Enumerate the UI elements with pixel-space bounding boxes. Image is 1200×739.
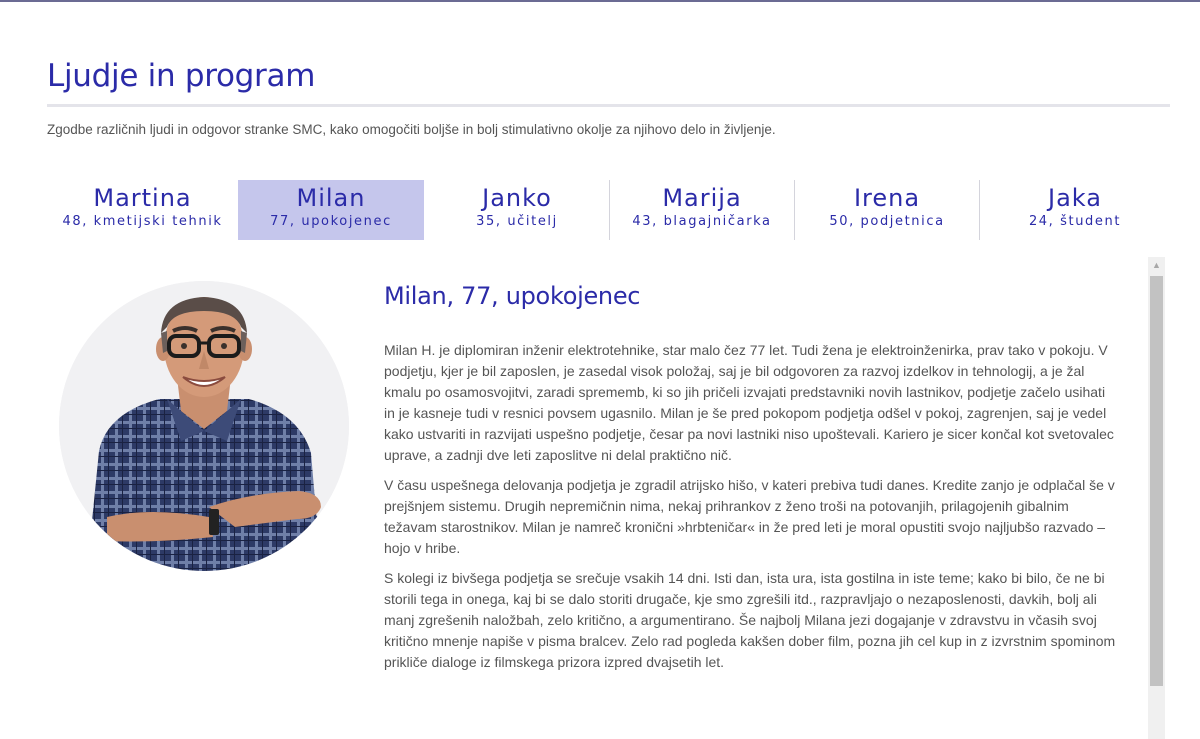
person-tabs (47, 180, 1170, 240)
scroll-up-arrow-icon[interactable]: ▲ (1152, 260, 1161, 270)
tab-marija[interactable] (610, 180, 794, 240)
title-divider (47, 104, 1170, 107)
profile-portrait (59, 281, 349, 571)
tab-subtitle: 24, študent (1028, 214, 1122, 229)
tab-subtitle: 48, kmetijski tehnik (62, 214, 223, 229)
tab-subtitle: 35, učitelj (476, 214, 558, 229)
story-paragraph: S kolegi iz bivšega podjetja se srečuje vsakih 14 dni. Isti dan, ista ura, ista gostilna in iste teme; kako bi bilo, če ne bi storili tega in onega, kaj bi se dalo storiti drugače, kje smo zgrešili itd., razpravljajo o nezaposlenosti, davkih, bolj ali manj zgrešenih naložbah, zelo kritično, a argumentirano. Še najbolj Milana jezi dogajanje v zdravstvu in včasih svoj kritično mnenje napiše v pisma bralcev. Zelo rad pogleda kakšen dober film, pozna jih cel kup in z izvrstnim spominom prikliče dialoge iz filmskega prizora izpred dvajsetih let. (384, 570, 1116, 670)
tab-name: Irena (853, 184, 921, 212)
tab-name: Jaka (1048, 184, 1102, 212)
tab-martina[interactable] (47, 180, 238, 240)
tab-subtitle: 77, upokojenec (270, 214, 392, 229)
profile-story (384, 340, 1119, 682)
profile-heading: Milan, 77, upokojenec (384, 282, 641, 310)
tab-subtitle: 50, podjetnica (829, 214, 945, 229)
portrait-illustration (59, 281, 349, 571)
tab-milan[interactable] (238, 180, 424, 240)
tab-name: Milan (296, 184, 366, 212)
story-paragraph: V času uspešnega delovanja podjetja je zgradil atrijsko hišo, v kateri prebiva tudi danes. Kredite zanjo je odplačal še v prejšnjem sistemu. Drugih nepremičnin nima, nekaj prihrankov z ženo troši na potovanjih, prilagojenih gibalnim težavam starostnikov. Milan je namreč kronični »hrbteničar« in že pred leti je moral opustiti svojo najljubšo razvado – hojo v hribe. (384, 477, 1115, 556)
tab-irena[interactable] (795, 180, 979, 240)
top-border (0, 0, 1200, 2)
page-title: Ljudje in program (47, 58, 316, 94)
tab-name: Janko (482, 184, 552, 212)
page-subtitle: Zgodbe različnih ljudi in odgovor stranke SMC, kako omogočiti boljše in bolj stimulativno okolje za njihovo delo in življenje. (47, 122, 776, 137)
story-paragraph: Milan H. je diplomiran inženir elektrotehnike, star malo čez 77 let. Tudi žena je elektroinženirka, prav tako v pokoju. V podjetju, kjer je bil zaposlen, je zasedal visok položaj, saj je bil odgovoren za razvoj izdelkov in tehnologij, a je žal kmalu po osamosvojitvi, zaradi sprememb, ki so jih pričeli izvajati predstavniki novih lastnikov, podjetje začelo usihati in je kasneje tudi v resnici povsem ugasnilo. Milan je še pred pokopom podjetja odšel v pokoj, zagrenjen, saj je vedel kako ustvariti in razvijati uspešno podjetje, česar pa novi lastniki niso upoštevali. Kariero je sicer končal kot svetovalec uprave, a zadnji dve leti zaposlitve ni delal praktično nič. (384, 342, 1114, 463)
tab-janko[interactable] (424, 180, 610, 240)
tab-name: Martina (93, 184, 192, 212)
tab-jaka[interactable] (980, 180, 1170, 240)
tab-name: Marija (662, 184, 742, 212)
tab-subtitle: 43, blagajničarka (632, 214, 772, 229)
content-scrollbar[interactable] (1148, 257, 1165, 739)
scroll-thumb[interactable] (1150, 276, 1163, 686)
